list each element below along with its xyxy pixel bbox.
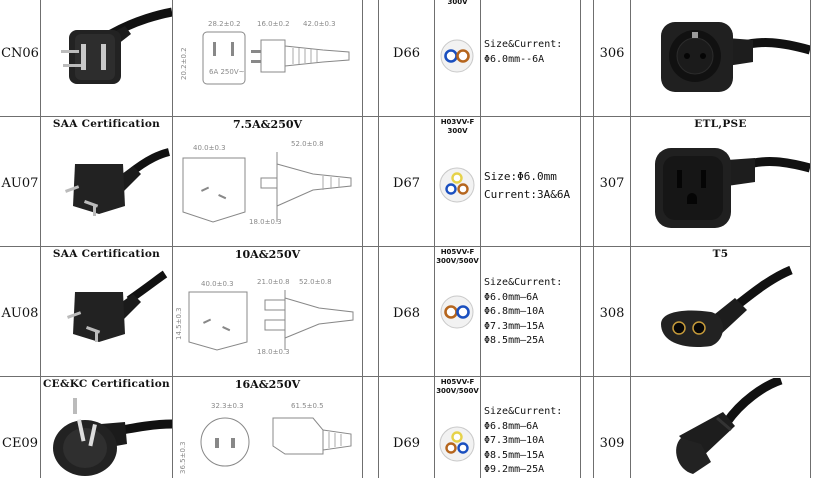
dim-label: 40.0±0.3 xyxy=(201,280,234,288)
spec-line: Size:Φ6.0mm xyxy=(484,170,557,183)
wire-type-line: H05VV-F xyxy=(440,248,475,256)
spec-line: Φ8.5mm—15A xyxy=(484,449,545,461)
socket-photo-307 xyxy=(631,134,810,246)
spec-line: Φ6.0mm—6A xyxy=(484,291,539,303)
row-divider xyxy=(0,246,811,247)
spec-line: Φ7.3mm—15A xyxy=(484,320,545,332)
wire-type-line: H05VV-F xyxy=(440,378,475,386)
spec-line: Φ6.0mm--6A xyxy=(484,53,545,65)
dim-label: 6A 250V~ xyxy=(209,68,245,76)
dim-label: 61.5±0.5 xyxy=(291,402,324,410)
wire-type-d68 xyxy=(435,248,480,266)
left-code-au08: AU08 xyxy=(1,306,39,321)
drawing-cn06 xyxy=(173,0,361,116)
left-code-au07: AU07 xyxy=(1,176,39,191)
wire-cross-section-d69 xyxy=(435,422,480,466)
spec-d66 xyxy=(484,38,562,67)
wire-cross-section-d67 xyxy=(435,164,480,206)
spec-line: Size&Current: xyxy=(484,277,563,288)
socket-photo-306 xyxy=(631,0,810,116)
rating-au08: 10A&250V xyxy=(234,248,301,261)
dim-label: 42.0±0.3 xyxy=(303,20,336,28)
drawing-au08 xyxy=(173,264,361,376)
dim-label: 16.0±0.2 xyxy=(257,20,290,28)
dim-label: 40.0±0.3 xyxy=(193,144,226,152)
wire-cross-section-d68 xyxy=(435,292,480,332)
cert-ce09: CE&KC Certification xyxy=(43,378,170,390)
left-code-cn06: CN06 xyxy=(1,46,39,61)
dim-label: 52.0±0.8 xyxy=(291,140,324,148)
wire-cross-section-d66 xyxy=(435,36,480,76)
spec-d69 xyxy=(484,405,562,478)
dim-label: 18.0±0.3 xyxy=(257,348,290,356)
row-divider xyxy=(0,116,811,117)
spec-line: Φ8.5mm—25A xyxy=(484,335,545,347)
right-edge xyxy=(810,0,811,478)
right-code-308: 308 xyxy=(599,306,625,321)
cert-au07: SAA Certification xyxy=(52,118,161,130)
spec-line: Φ9.2mm—25A xyxy=(484,464,545,476)
wire-type-line: 300V xyxy=(447,127,468,135)
spec-line: Φ7.3mm—10A xyxy=(484,435,545,447)
spec-line: Current:3A&6A xyxy=(484,188,571,201)
header-fragment: 300V xyxy=(447,0,468,6)
spec-line: Φ6.8mm—10A xyxy=(484,306,545,318)
connector-photo-308 xyxy=(631,264,810,376)
d-code-d67: D67 xyxy=(393,176,420,191)
right-label-308: T5 xyxy=(712,248,729,260)
plug-photo-au07 xyxy=(41,134,172,246)
spec-d68 xyxy=(484,276,562,349)
dim-label: 18.0±0.3 xyxy=(249,218,282,226)
dim-label: 20.2±0.2 xyxy=(180,47,188,80)
row-divider xyxy=(0,376,811,377)
dim-label: 52.0±0.8 xyxy=(299,278,332,286)
right-code-309: 309 xyxy=(599,436,625,451)
dim-label: 32.3±0.3 xyxy=(211,402,244,410)
right-label-307: ETL,PSE xyxy=(694,118,747,130)
spec-line: Size&Current: xyxy=(484,39,563,50)
connector-photo-309 xyxy=(631,378,810,478)
table-gap-2 xyxy=(580,0,594,478)
plug-photo-cn06 xyxy=(41,0,172,116)
cert-au08: SAA Certification xyxy=(52,248,161,260)
dim-label: 21.0±0.8 xyxy=(257,278,290,286)
wire-type-line: 300V/500V xyxy=(436,387,479,395)
rating-ce09: 16A&250V xyxy=(234,378,301,391)
plug-photo-au08 xyxy=(41,264,172,376)
d-code-d68: D68 xyxy=(393,306,420,321)
spec-line: Size&Current: xyxy=(484,406,563,417)
spec-d67 xyxy=(484,168,570,204)
right-code-306: 306 xyxy=(599,46,625,61)
spec-line: Φ6.8mm—6A xyxy=(484,420,539,432)
wire-type-line: 300V/500V xyxy=(436,257,479,265)
wire-type-d69 xyxy=(435,378,480,396)
drawing-ce09 xyxy=(173,394,361,478)
wire-type-d67 xyxy=(435,118,480,136)
left-code-ce09: CE09 xyxy=(2,436,38,451)
wire-type-line: H03VV-F xyxy=(440,118,475,126)
d-code-d66: D66 xyxy=(393,46,420,61)
drawing-au07 xyxy=(173,134,361,246)
dim-label: 14.5±0.3 xyxy=(175,307,183,340)
table-gap-1 xyxy=(362,0,379,478)
plug-photo-ce09 xyxy=(41,394,172,478)
d-code-d69: D69 xyxy=(393,436,420,451)
rating-au07: 7.5A&250V xyxy=(232,118,303,131)
dim-label: 28.2±0.2 xyxy=(208,20,241,28)
right-code-307: 307 xyxy=(599,176,625,191)
dim-label: 36.5±0.3 xyxy=(179,441,187,474)
mid-edge-2 xyxy=(480,0,481,478)
